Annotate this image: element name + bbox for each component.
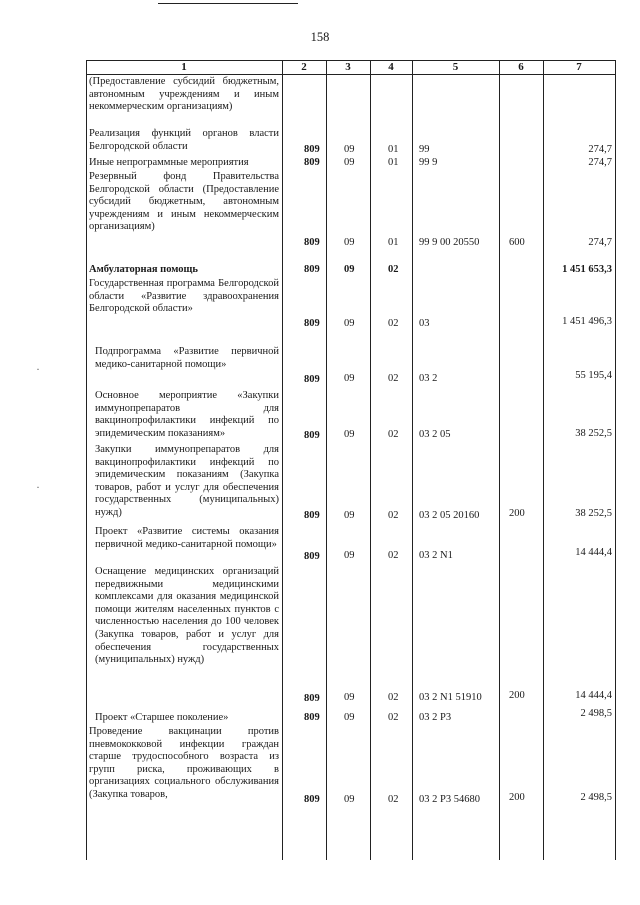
row-name: Государственная программа Белгородской области «Развитие здравоохранения Белгородской области» — [89, 278, 279, 315]
cell-target: 99 9 — [419, 157, 438, 168]
cell-amount: 2 498,5 — [580, 792, 612, 803]
cell-target: 99 — [419, 144, 430, 155]
cell-section: 09 — [344, 144, 355, 155]
cell-code: 809 — [304, 144, 320, 155]
cell-code: 809 — [304, 794, 320, 805]
cell-expense-type: 200 — [509, 690, 525, 701]
cell-target: 03 2 05 — [419, 429, 451, 440]
cell-amount: 274,7 — [588, 144, 612, 155]
cell-code: 809 — [304, 693, 320, 704]
column-header-7: 7 — [576, 61, 582, 73]
cell-target: 99 9 00 20550 — [419, 237, 480, 248]
cell-subsection: 01 — [388, 157, 399, 168]
cell-target: 03 — [419, 318, 430, 329]
cell-section: 09 — [344, 318, 355, 329]
cell-expense-type: 200 — [509, 792, 525, 803]
column-header-1: 1 — [181, 61, 187, 73]
cell-code: 809 — [304, 712, 320, 723]
cell-section: 09 — [344, 692, 355, 703]
cell-expense-type: 600 — [509, 237, 525, 248]
row-name: Проведение вакцинации против пневмококковой инфекции граждан старше трудоспособного возраста из групп риска, проживающих в организациях социального обслуживания (Закупка товаров, — [89, 726, 279, 800]
cell-code: 809 — [304, 551, 320, 562]
cell-section: 09 — [344, 264, 355, 275]
row-name: Амбулаторная помощь — [89, 264, 198, 275]
cell-subsection: 01 — [388, 237, 399, 248]
cell-section: 09 — [344, 157, 355, 168]
cell-subsection: 01 — [388, 144, 399, 155]
row-name: Резервный фонд Правительства Белгородской области (Предоставление субсидий бюджетным, автономным учреждениям и иным некоммерческим организациям) — [89, 171, 279, 233]
cell-code: 809 — [304, 430, 320, 441]
cell-amount: 14 444,4 — [575, 547, 612, 558]
cell-target: 03 2 05 20160 — [419, 510, 480, 521]
cell-subsection: 02 — [388, 373, 399, 384]
cell-section: 09 — [344, 712, 355, 723]
cell-subsection: 02 — [388, 794, 399, 805]
row-name: Реализация функций органов власти Белгородской области — [89, 128, 279, 152]
cell-section: 09 — [344, 373, 355, 384]
cell-code: 809 — [304, 264, 320, 275]
cell-code: 809 — [304, 237, 320, 248]
cell-code: 809 — [304, 157, 320, 168]
column-header-4: 4 — [388, 61, 394, 73]
cell-amount: 1 451 653,3 — [562, 264, 612, 275]
row-name: Основное мероприятие «Закупки иммунопрепаратов для вакцинопрофилактики инфекций по эпидемическим показаниям» — [95, 390, 279, 439]
cell-target: 03 2 — [419, 373, 438, 384]
cell-target: 03 2 P3 54680 — [419, 794, 480, 805]
row-name: Проект «Развитие системы оказания первичной медико-санитарной помощи» — [95, 526, 279, 550]
cell-target: 03 2 N1 — [419, 550, 453, 561]
margin-mark: · — [36, 480, 40, 494]
cell-subsection: 02 — [388, 318, 399, 329]
row-name: Иные непрограммные мероприятия — [89, 157, 249, 168]
cell-amount: 38 252,5 — [575, 508, 612, 519]
budget-table — [86, 60, 616, 860]
cell-amount: 38 252,5 — [575, 428, 612, 439]
cell-subsection: 02 — [388, 264, 399, 275]
cell-subsection: 02 — [388, 510, 399, 521]
cell-subsection: 02 — [388, 712, 399, 723]
row-name: (Предоставление субсидий бюджетным, автономным учреждениям и иным некоммерческим организациям) — [89, 76, 279, 113]
cell-subsection: 02 — [388, 429, 399, 440]
margin-mark: · — [36, 362, 40, 376]
cell-code: 809 — [304, 318, 320, 329]
cell-amount: 55 195,4 — [575, 370, 612, 381]
column-header-6: 6 — [518, 61, 524, 73]
cell-target: 03 2 P3 — [419, 712, 452, 723]
cell-code: 809 — [304, 374, 320, 385]
page-number: 158 — [310, 30, 330, 44]
cell-target: 03 2 N1 51910 — [419, 692, 482, 703]
cell-section: 09 — [344, 794, 355, 805]
column-header-5: 5 — [452, 61, 459, 73]
column-header-2: 2 — [301, 61, 307, 73]
cell-section: 09 — [344, 429, 355, 440]
row-name: Закупки иммунопрепаратов для вакцинопрофилактики инфекций по эпидемическим показаниям (Закупка товаров, работ и услуг для обеспечения государственных (муниципальных) нужд) — [95, 444, 279, 518]
cell-section: 09 — [344, 550, 355, 561]
column-header-3: 3 — [345, 61, 351, 73]
cell-subsection: 02 — [388, 692, 399, 703]
cell-amount: 14 444,4 — [575, 690, 612, 701]
row-name: Оснащение медицинских организаций передвижными медицинскими комплексами для оказания медицинской помощи жителям населенных пунктов с численностью населения до 100 человек (Закупка товаров, работ и услуг для обеспечения государственных (муниципальных) нужд) — [95, 566, 279, 666]
cell-expense-type: 200 — [509, 508, 525, 519]
top-rule — [158, 3, 298, 4]
row-name: Проект «Старшее поколение» — [95, 712, 229, 723]
row-name: Подпрограмма «Развитие первичной медико-санитарной помощи» — [95, 346, 279, 370]
cell-subsection: 02 — [388, 550, 399, 561]
cell-section: 09 — [344, 510, 355, 521]
cell-amount: 274,7 — [588, 157, 612, 168]
cell-code: 809 — [304, 510, 320, 521]
cell-amount: 1 451 496,3 — [562, 316, 612, 327]
cell-amount: 2 498,5 — [580, 708, 612, 719]
cell-amount: 274,7 — [588, 237, 612, 248]
cell-section: 09 — [344, 237, 355, 248]
